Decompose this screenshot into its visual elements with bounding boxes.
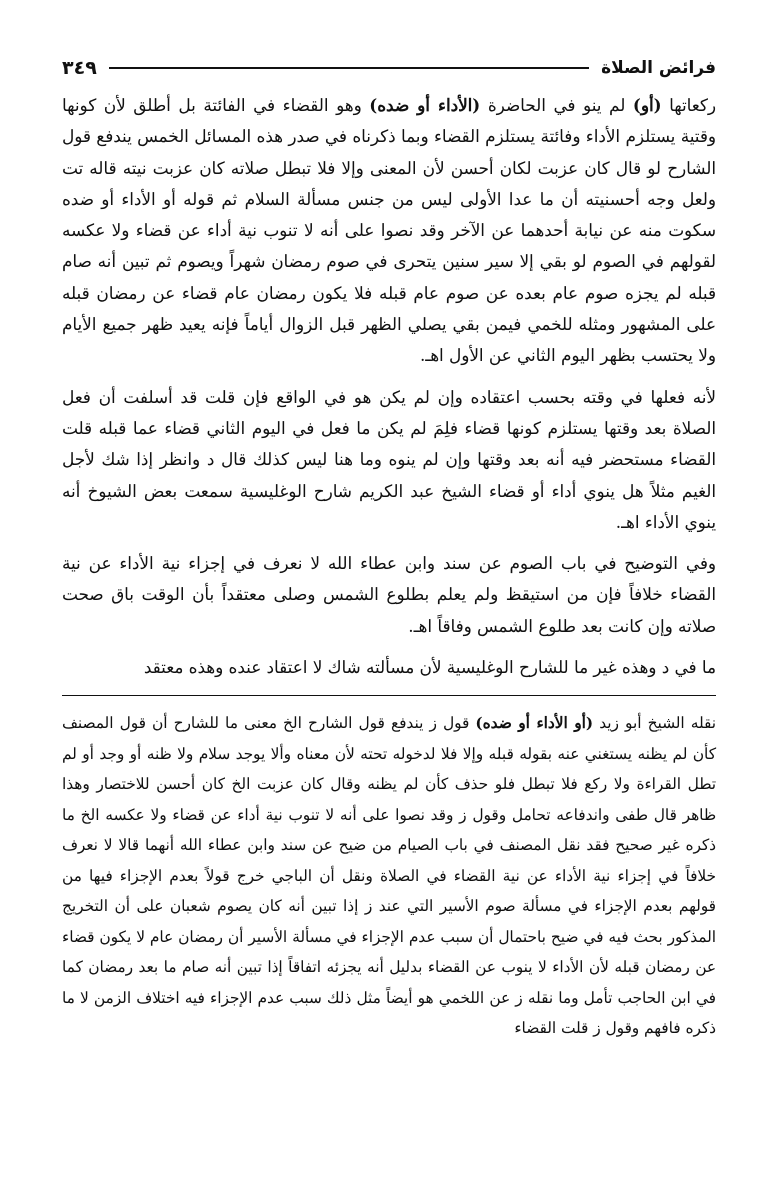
footnote-paragraph: [62, 708, 716, 1044]
footnote: [62, 708, 716, 1044]
footnote-text: نقله الشيخ أبو زيد: [593, 714, 717, 733]
page-number: ٣٤٩: [62, 57, 97, 79]
book-page: [62, 52, 716, 1162]
bold-term: (أو): [632, 95, 662, 115]
paragraph-text: ركعاتها: [661, 95, 716, 115]
footnote-separator: [62, 695, 716, 696]
paragraph: [62, 90, 716, 372]
paragraph: لأنه فعلها في وقته بحسب اعتقاده وإن لم يكن هو في الواقع فإن قلت قد أسلفت أن فعل الصلاة بعد وقتها يستلزم كونها قضاء فلِمَ لم يكن ما فعل في اليوم الثاني قضاء عما قبله قلت القضاء مستحضر فيه أنه بعد وقتها وإن لم ينوه وما هنا ليس كذلك قال د وانظر إذا شك لأجل الغيم مثلاً هل ينوي أداء أو قضاء الشيخ عبد الكريم شارح الوغليسية سمعت بعض الشيوخ أنه ينوي الأداء اهـ.: [62, 386, 716, 532]
main-text: [62, 90, 716, 683]
bold-term: (أو الأداء أو ضده): [475, 714, 594, 733]
header-rule: [109, 67, 589, 69]
bold-term: (الأداء أو ضده): [369, 95, 481, 115]
paragraph-text: لم ينو في الحاضرة: [480, 95, 633, 115]
running-title: فرائض الصلاة: [601, 58, 716, 78]
footnote-text: قول ز يندفع قول الشارح الخ معنى ما للشارح أن قول المصنف كأن لم يظنه يستغني عنه بقوله قبله وإلا فلا لدخوله تحته لأن معناه وألا يوجد سلام ولا ظنه أو وجد أو لم تطل القراءة ولا ركع فلا تبطل فلو حذف كأن لم يظنه وقال كان عزبت الخ كان أحسن للاختصار وهذا ظاهر قال طفى واندفاعه تحامل وقول ز وقد نصوا على أنه لا تنوب نية أداء عن قضاء ولا عكسه الخ ما ذكره غير صحيح فقد نقل المصنف في باب الصيام من ضيح عن سند وابن عطاء الله أنهما قالا لا نعرف خلافاً في إجزاء نية الأداء عن نية القضاء في الصلاة ونقل أن الباجي خرج قولاً بعدم الإجزاء فيها من قولهم بعدم الإجزاء في مسألة صوم الأسير التي عند ز إذا تبين أنه كان يصوم شعبان على أن التخريج المذكور بحث فيه في ضيح باحتمال أن سبب عدم الإجزاء في مسألة الأسير أن رمضان عام لا يكون قضاء عن رمضان قبله لأن الأداء لا ينوب عن القضاء بدليل أنه يجزئه اتفاقاً إذا تبين أنه صام ما بعد رمضان كما في ابن الحاجب تأمل وما نقله ز عن اللخمي هو أيضاً مثل ذلك سبب عدم الإجزاء فيه اختلاف الزمن لا ما ذكره فافهم وقول ز قلت القضاء: [62, 714, 716, 1038]
paragraph-text: وهو القضاء في الفائتة بل أطلق لأن كونها وقتية يستلزم الأداء وفائتة يستلزم القضاء وبما ذكرناه في صدر هذه المسائل الخمس يندفع قول الشارح لو قال كان عزبت لكان أحسن لأن المعنى وإلا فلا تبطل صلاته كان عزبت نيته قاله تت ولعل وجه أحسنيته أن ما عدا الأولى ليس من جنس مسألة السلام ثم قوله أو الأداء أو ضده سكوت منه عن نيابة أحدهما عن الآخر وقد نصوا على أنه لا تنوب نية أداء عن قضاء ولا عكسه لقولهم في الصوم لو بقي إلا سير سنين يتحرى في صوم رمضان شهراً ويصوم ثم تبين أنه صام قبله لم يجزه صوم عام بعده عن صوم عام قبله فلا يكون رمضان عام قضاء عن رمضان قبله على المشهور ومثله للخمي فيمن بقي يصلي الظهر قبل الزوال أياماً فإنه يعيد ظهر جميع الأيام ولا يحتسب بظهر اليوم الثاني عن الأول اهـ.: [62, 95, 716, 366]
paragraph: ما في د وهذه غير ما للشارح الوغليسية لأن مسألته شاك لا اعتقاد عنده وهذه معتقد: [143, 657, 716, 678]
page-header: [62, 52, 716, 84]
paragraph: وفي التوضيح في باب الصوم عن سند وابن عطاء الله لا نعرف في إجزاء نية الأداء عن نية القضاء خلافاً فإن من استيقظ ولم يعلم بطلوع الشمس وصلى معتقداً بأن الوقت باق صحت صلاته وإن كانت بعد طلوع الشمس وفاقاً اهـ.: [62, 553, 716, 636]
